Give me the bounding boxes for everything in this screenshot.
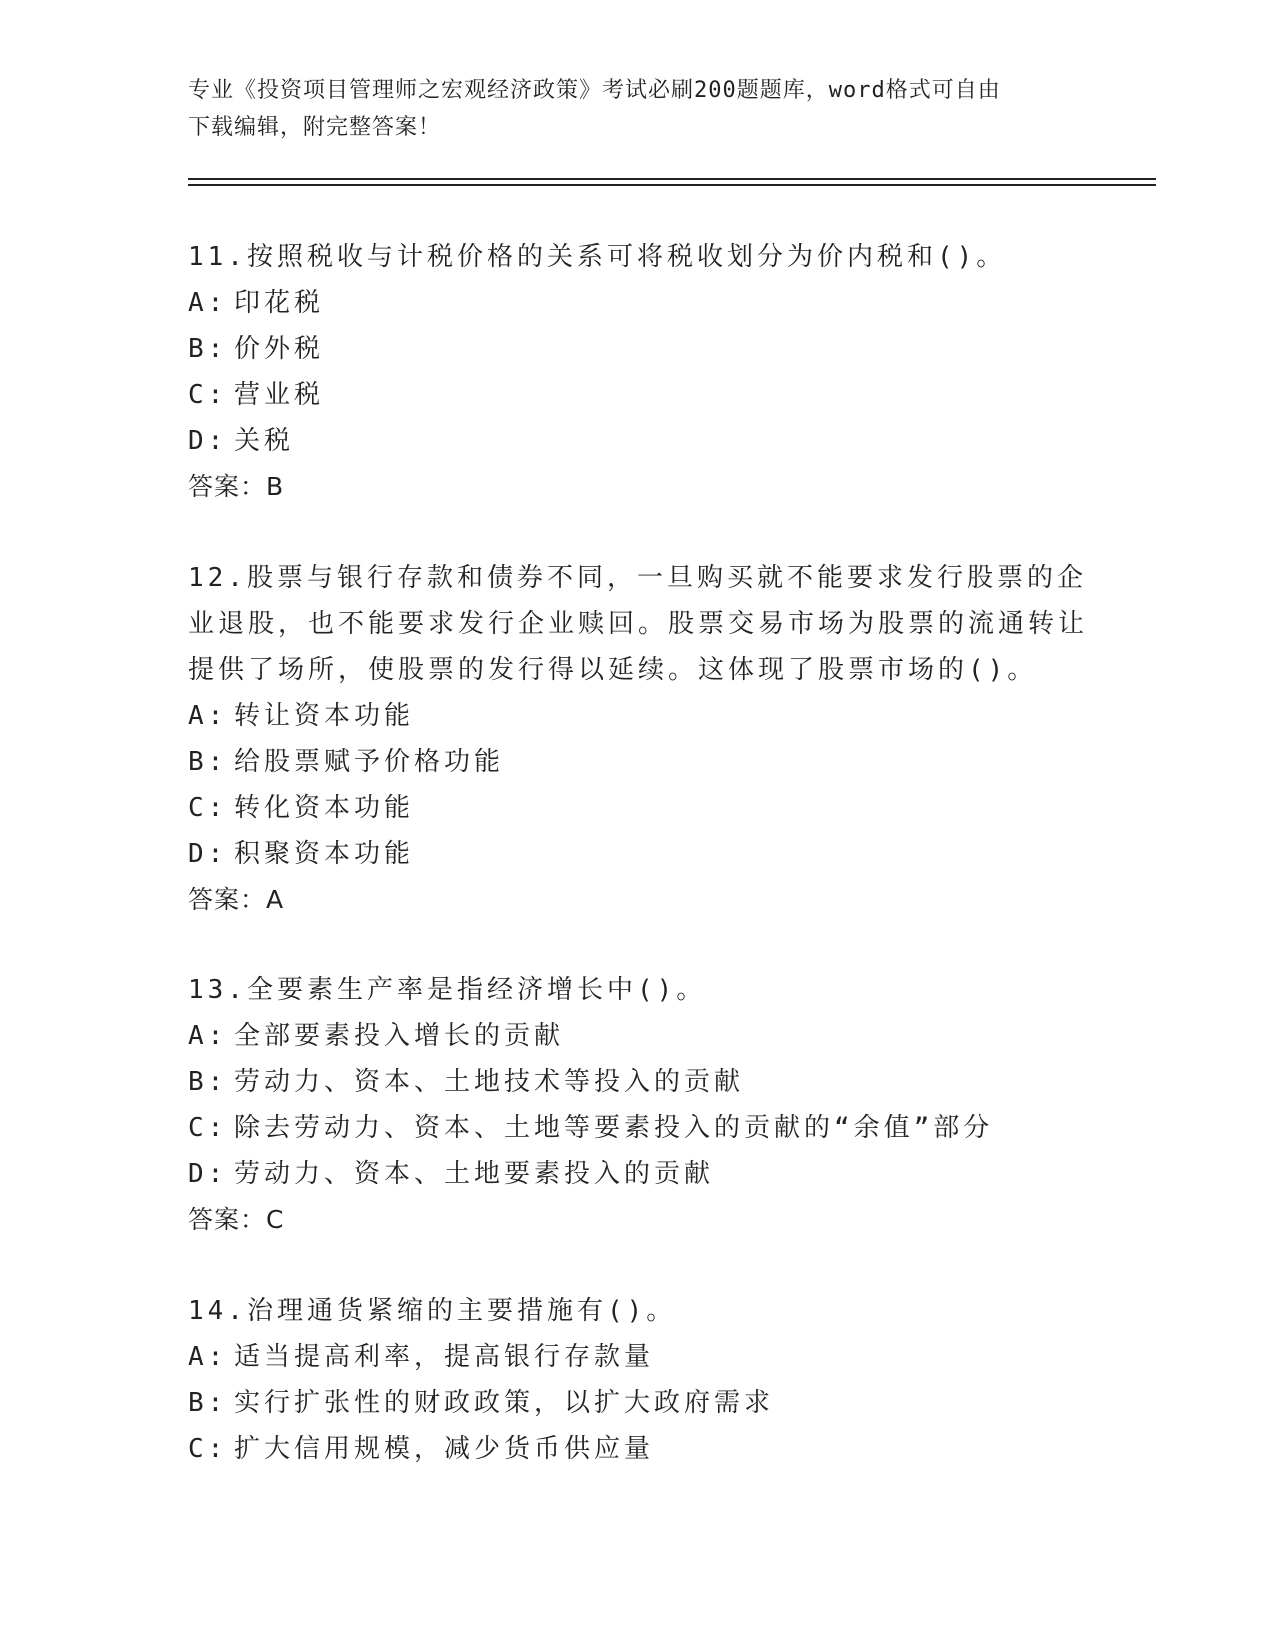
option-text: 劳动力、资本、土地要素投入的贡献 xyxy=(234,1159,715,1189)
option-text: 实行扩张性的财政政策，以扩大政府需求 xyxy=(234,1388,775,1418)
option-text: 营业税 xyxy=(234,380,325,410)
option-text: 价外税 xyxy=(234,334,325,364)
option-a xyxy=(188,280,1088,326)
option-text: 给股票赋予价格功能 xyxy=(234,747,505,777)
option-key: C: xyxy=(188,380,228,410)
question-stem: 12.股票与银行存款和债券不同，一旦购买就不能要求发行股票的企业退股，也不能要求发行企业赎回。股票交易市场为股票的流通转让提供了场所，使股票的发行得以延续。这体现了股票市场的()。 xyxy=(188,563,1089,685)
option-key: A: xyxy=(188,1342,228,1372)
option-key: A: xyxy=(188,701,228,731)
option-key: D: xyxy=(188,1159,228,1189)
question-stem: 14.治理通货紧缩的主要措施有()。 xyxy=(188,1296,677,1326)
question-stem: 13.全要素生产率是指经济增长中()。 xyxy=(188,975,707,1005)
option-b xyxy=(188,739,1088,785)
option-d xyxy=(188,831,1088,877)
option-key: A: xyxy=(188,288,228,318)
question-11 xyxy=(188,234,1088,510)
option-key: B: xyxy=(188,747,228,777)
answer-line: 答案：A xyxy=(188,885,285,914)
option-b xyxy=(188,326,1088,372)
option-key: D: xyxy=(188,839,228,869)
option-a xyxy=(188,1013,1088,1059)
option-key: C: xyxy=(188,1434,228,1464)
header-line-2: 下载编辑，附完整答案！ xyxy=(188,115,442,140)
option-text: 印花税 xyxy=(234,288,325,318)
option-text: 全部要素投入增长的贡献 xyxy=(234,1021,565,1051)
option-text: 适当提高利率，提高银行存款量 xyxy=(234,1342,655,1372)
option-d xyxy=(188,1151,1088,1197)
question-14 xyxy=(188,1288,1088,1472)
option-text: 劳动力、资本、土地技术等投入的贡献 xyxy=(234,1067,745,1097)
answer-line: 答案：B xyxy=(188,472,285,501)
option-text: 转化资本功能 xyxy=(234,793,415,823)
option-text: 积聚资本功能 xyxy=(234,839,415,869)
option-key: D: xyxy=(188,426,228,456)
option-b xyxy=(188,1380,1088,1426)
option-c xyxy=(188,785,1088,831)
question-12 xyxy=(188,555,1088,923)
option-c xyxy=(188,1426,1088,1472)
answer-line: 答案：C xyxy=(188,1205,285,1234)
option-text: 关税 xyxy=(234,426,295,456)
question-13 xyxy=(188,967,1088,1243)
option-key: B: xyxy=(188,334,228,364)
option-key: B: xyxy=(188,1388,228,1418)
header-divider-top xyxy=(188,178,1156,180)
option-text: 除去劳动力、资本、土地等要素投入的贡献的“余值”部分 xyxy=(234,1113,994,1143)
document-header xyxy=(188,72,1088,146)
header-divider-bottom xyxy=(188,184,1156,186)
option-key: B: xyxy=(188,1067,228,1097)
option-a xyxy=(188,693,1088,739)
option-key: C: xyxy=(188,793,228,823)
option-c xyxy=(188,1105,1088,1151)
option-c xyxy=(188,372,1088,418)
question-stem: 11.按照税收与计税价格的关系可将税收划分为价内税和()。 xyxy=(188,242,1007,272)
option-text: 转让资本功能 xyxy=(234,701,415,731)
header-line-1: 专业《投资项目管理师之宏观经济政策》考试必刷200题题库，word格式可自由 xyxy=(188,78,1001,103)
option-d xyxy=(188,418,1088,464)
option-key: C: xyxy=(188,1113,228,1143)
option-b xyxy=(188,1059,1088,1105)
option-key: A: xyxy=(188,1021,228,1051)
option-a xyxy=(188,1334,1088,1380)
option-text: 扩大信用规模，减少货币供应量 xyxy=(234,1434,655,1464)
